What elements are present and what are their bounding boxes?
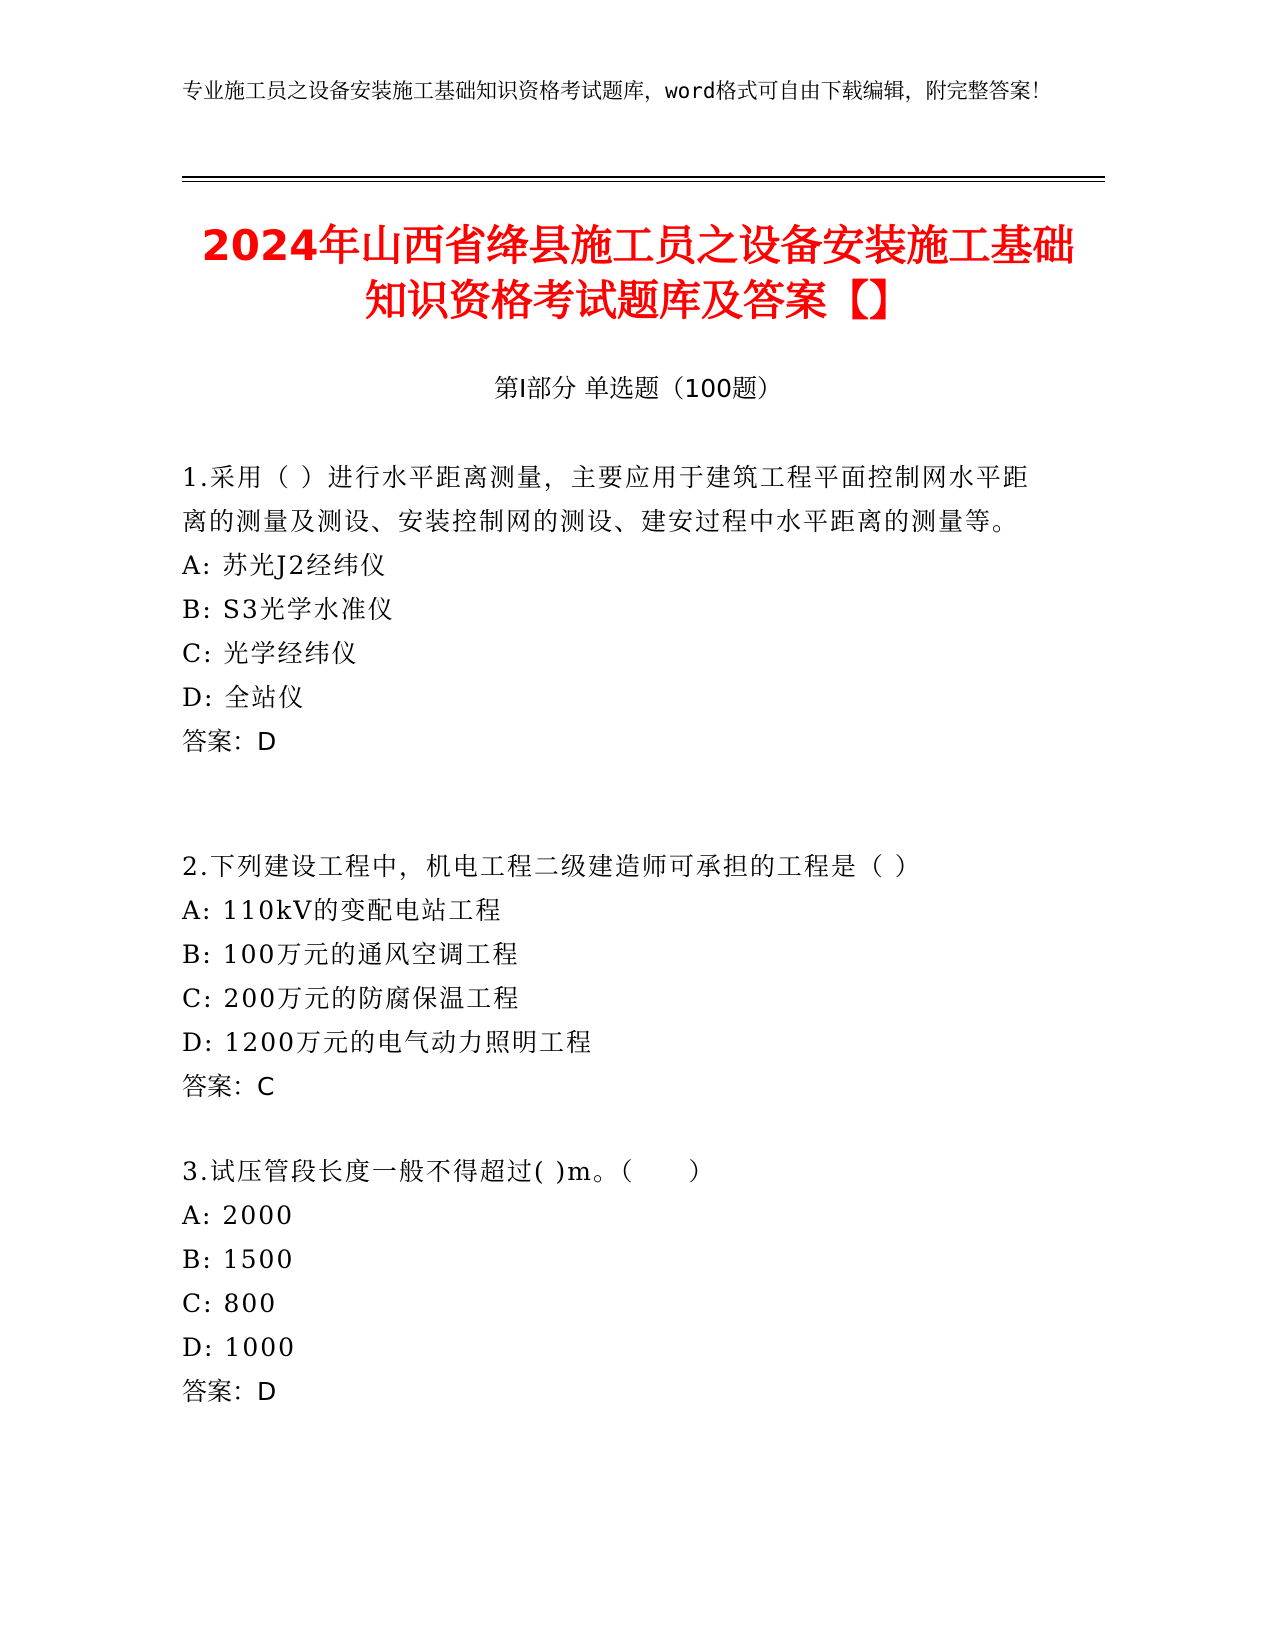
option-d: D: 1000 — [182, 1333, 297, 1362]
question-stem: 2.下列建设工程中，机电工程二级建造师可承担的工程是（ ） — [182, 852, 922, 881]
option-c: C: 光学经纬仪 — [182, 639, 359, 668]
question-stem: 1.采用（ ）进行水平距离测量，主要应用于建筑工程平面控制网水平距离的测量及测设、安装控制网的测设、建安过程中水平距离的测量等。 — [182, 463, 1030, 536]
header-note: 专业施工员之设备安装施工基础知识资格考试题库，word格式可自由下载编辑，附完整答案！ — [182, 79, 1052, 103]
header-divider-thin — [182, 181, 1105, 182]
question-1 — [182, 456, 1042, 764]
option-b: B: 1500 — [182, 1245, 295, 1274]
option-a: A: 110kV的变配电站工程 — [182, 896, 503, 925]
question-stem: 3.试压管段长度一般不得超过( )m。（ ） — [182, 1157, 716, 1186]
option-b: B: 100万元的通风空调工程 — [182, 940, 520, 969]
section-heading: 第I部分 单选题（100题） — [493, 374, 783, 403]
option-d: D: 全站仪 — [182, 683, 306, 712]
option-b: B: S3光学水准仪 — [182, 595, 395, 624]
document-title: 2024年山西省绛县施工员之设备安装施工基础知识资格考试题库及答案【】 — [201, 221, 1075, 325]
option-a: A: 苏光J2经纬仪 — [182, 551, 388, 580]
option-d: D: 1200万元的电气动力照明工程 — [182, 1028, 594, 1057]
option-a: A: 2000 — [182, 1201, 295, 1230]
answer: 答案：D — [182, 1377, 277, 1406]
option-c: C: 200万元的防腐保温工程 — [182, 984, 521, 1013]
answer: 答案：C — [182, 1072, 275, 1101]
answer: 答案：D — [182, 727, 277, 756]
option-c: C: 800 — [182, 1289, 278, 1318]
question-3 — [182, 1150, 1042, 1414]
header-divider-thick — [182, 176, 1105, 178]
question-2 — [182, 845, 1042, 1109]
